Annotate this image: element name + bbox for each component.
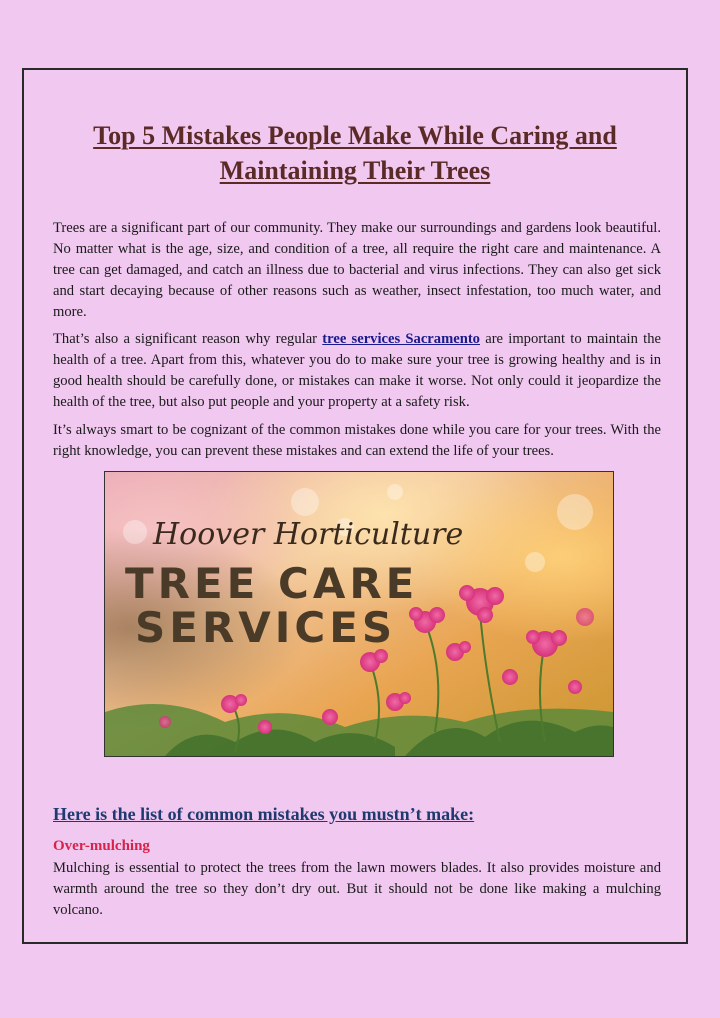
article-title: Top 5 Mistakes People Make While Caring and Maintaining Their Trees [93, 121, 617, 185]
services-paragraph-end: are important to maintain the health of a tree. Apart from this, whatever you do to make sure your tree is growing healthy and is in good health should be carefully done, or mistakes can make it worse. Not only could it jeopardize the health of the tree, but also put people and your property at a safety risk. [53, 331, 661, 410]
banner-brand: Hoover Horticulture [153, 517, 464, 552]
banner-line2: SERVICES [135, 603, 397, 652]
intro-paragraph: Trees are a significant part of our community. They make our surroundings and gardens look beautiful. No matter what is the age, size, and condition of a tree, all require the right care and maintenance. A tree can get damaged, and catch an illness due to bacterial and virus infections. They can also get sick and start decaying because of other reasons such as weather, insect infestation, too much water, and more. [53, 220, 661, 320]
tree-services-link[interactable]: tree services Sacramento [322, 331, 480, 347]
document-page [22, 68, 688, 944]
tree-care-banner-image [104, 471, 614, 757]
over-mulching-heading: Over-mulching [53, 838, 150, 854]
banner-line1: TREE CARE [125, 559, 419, 608]
over-mulching-paragraph: Mulching is essential to protect the trees from the lawn mowers blades. It also provides moisture and warmth around the tree so they don’t dry out. But it should not be done like making a mulching volcano. [53, 860, 661, 918]
mistakes-list-heading: Here is the list of common mistakes you mustn’t make: [53, 804, 475, 824]
services-paragraph-start: That’s also a significant reason why regular [53, 331, 323, 347]
knowledge-paragraph: It’s always smart to be cognizant of the common mistakes done while you care for your trees. With the right knowledge, you can prevent these mistakes and can extend the life of your trees. [53, 422, 661, 459]
services-paragraph [53, 329, 661, 413]
